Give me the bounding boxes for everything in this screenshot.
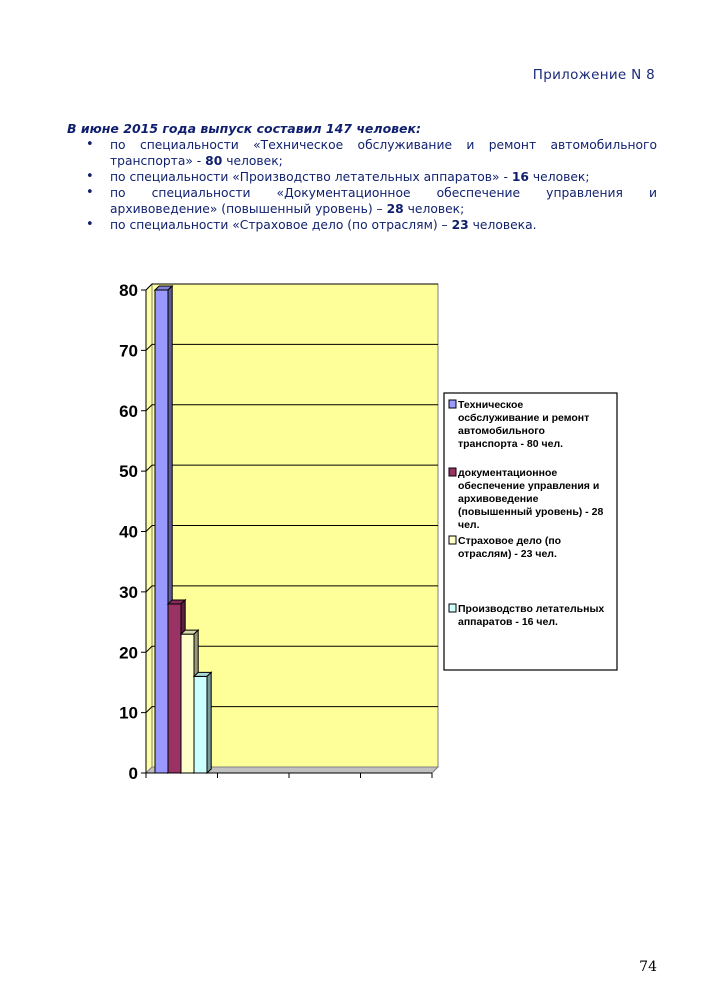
bar-front (194, 676, 207, 773)
y-tick-label: 40 (119, 522, 138, 542)
bar-front (155, 290, 168, 773)
item-text: по специальности «Техническое обслуживание и ремонт автомобильного (110, 138, 657, 152)
bar-side (207, 672, 211, 773)
y-tick-label: 70 (119, 341, 138, 361)
y-tick-label: 0 (128, 764, 138, 783)
list-item: • по специальности «Страховое дело (по отраслям) – 23 человека. (86, 217, 657, 233)
legend-swatch (449, 400, 456, 408)
item-count: 16 (511, 170, 529, 184)
list-item: • по специальности «Производство летательных аппаратов» - 16 человек; (86, 169, 657, 185)
y-tick-label: 10 (119, 703, 138, 723)
legend-entry: Техническое осбслуживание и ремонт автомобильного транспорта - 80 чел. (458, 399, 590, 450)
legend-entry: Страховое дело (по отраслям) - 23 чел. (458, 535, 562, 560)
y-tick-label: 30 (119, 582, 138, 602)
y-tick-label: 60 (119, 401, 138, 421)
legend-swatch (449, 536, 456, 544)
legend-swatch (449, 604, 456, 612)
y-tick-label: 50 (119, 462, 138, 482)
item-count: 80 (205, 154, 223, 168)
list-item: • по специальности «Документационное обеспечение управления и (86, 185, 657, 201)
page-number: 74 (639, 959, 657, 975)
bar-front (168, 604, 181, 773)
item-count: 23 (451, 218, 469, 232)
y-tick-label: 80 (119, 281, 138, 300)
item-count: 28 (386, 202, 404, 216)
legend-entry: документационное обеспечение управления и архивоведение (повышенный уровень) - 28 чел. (458, 467, 604, 531)
intro-heading: В июне 2015 года выпуск составил 147 человек: (67, 121, 422, 136)
legend-entry: Производство летательных аппаратов - 16 чел. (458, 603, 605, 628)
list-item-continuation: транспорта» - 80 человек; (110, 154, 283, 168)
y-tick-label: 20 (119, 643, 138, 663)
list-item-continuation: архивоведение» (повышенный уровень) – 28 человек; (110, 202, 465, 216)
bar-front (181, 634, 194, 773)
appendix-label: Приложение N 8 (532, 67, 655, 83)
legend-swatch (449, 468, 456, 476)
